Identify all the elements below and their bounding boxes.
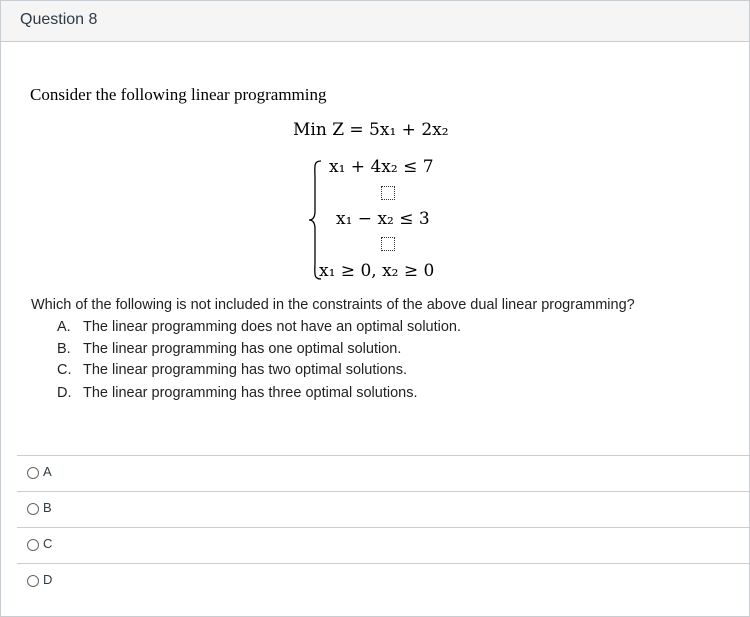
answer-choice-c[interactable] (17, 527, 749, 563)
option-item-d (57, 385, 417, 401)
radio-button-b[interactable] (27, 503, 39, 515)
question-intro: Consider the following linear programming (30, 85, 327, 104)
answer-choice-d[interactable] (17, 563, 749, 599)
constraint-1: x₁ + 4x₂ ≤ 7 (329, 157, 434, 177)
option-text: The linear programming has three optimal solutions. (83, 385, 418, 401)
placeholder-box (381, 186, 395, 200)
option-letter: D. (57, 385, 72, 401)
option-item-a (57, 319, 461, 335)
option-item-b (57, 341, 401, 357)
answer-choices (1, 455, 749, 599)
option-item-c (57, 362, 407, 378)
option-letter: C. (57, 362, 72, 378)
radio-button-c[interactable] (27, 539, 39, 551)
placeholder-box (381, 237, 395, 251)
question-title: Question 8 (20, 11, 98, 28)
radio-button-d[interactable] (27, 575, 39, 587)
option-text: The linear programming has one optimal solution. (83, 341, 402, 357)
answer-label-c[interactable]: C (43, 536, 53, 551)
answer-choice-b[interactable] (17, 491, 749, 527)
question-header (1, 1, 749, 42)
answer-choice-a[interactable] (17, 455, 749, 491)
option-text: The linear programming does not have an optimal solution. (83, 319, 462, 335)
radio-button-a[interactable] (27, 467, 39, 479)
option-text: The linear programming has two optimal solutions. (83, 362, 407, 378)
question-prompt: Which of the following is not included in the constraints of the above dual linear programming? (31, 297, 635, 313)
answer-label-b[interactable]: B (43, 500, 52, 515)
answer-label-d[interactable]: D (43, 572, 53, 587)
answer-label-a[interactable]: A (43, 464, 52, 479)
option-letter: A. (57, 319, 71, 335)
constraint-2: x₁ − x₂ ≤ 3 (336, 209, 430, 229)
objective-function: Min Z = 5x₁ + 2x₂ (293, 120, 449, 140)
constraint-nonnegativity: x₁ ≥ 0, x₂ ≥ 0 (319, 261, 435, 281)
option-letter: B. (57, 341, 71, 357)
